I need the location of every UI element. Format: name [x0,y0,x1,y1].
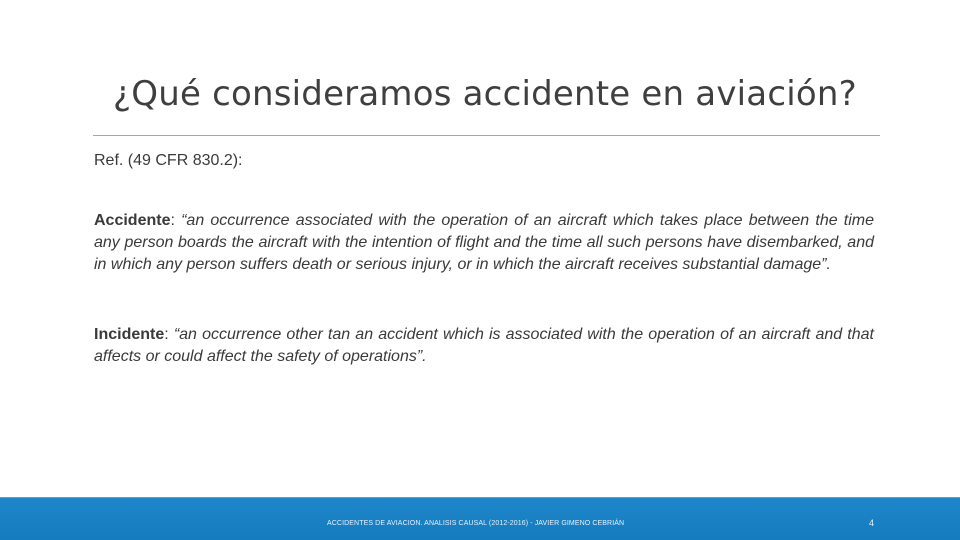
definition-text: “an occurrence other tan an accident which is associated with the operation of an aircraft and that affects or could affect the safety of operations”. [94,326,874,365]
slide-title: ¿Qué consideramos accidente en aviación? [113,74,857,114]
definition-term: Accidente [94,212,171,229]
definition-separator: : [164,326,174,343]
page-number: 4 [869,518,875,528]
definition-separator: : [170,212,182,229]
title-divider [93,135,880,136]
footer-caption: ACCIDENTES DE AVIACION. ANALISIS CAUSAL (2012-2016) - JAVIER GIMENO CEBRIÁN [327,520,625,527]
slide-body [94,150,874,368]
definition-incidente [94,324,874,368]
definition-accidente [94,210,874,276]
reference-line: Ref. (49 CFR 830.2): [94,152,243,169]
definition-text: “an occurrence associated with the operation of an aircraft which takes place between the time any person boards the aircraft with the intention of flight and the time all such persons have disembarked, and in which any person suffers death or serious injury, or in which the aircraft receives substantial damage”. [94,212,875,273]
footer-bar [0,497,960,540]
definition-term: Incidente [94,326,165,343]
